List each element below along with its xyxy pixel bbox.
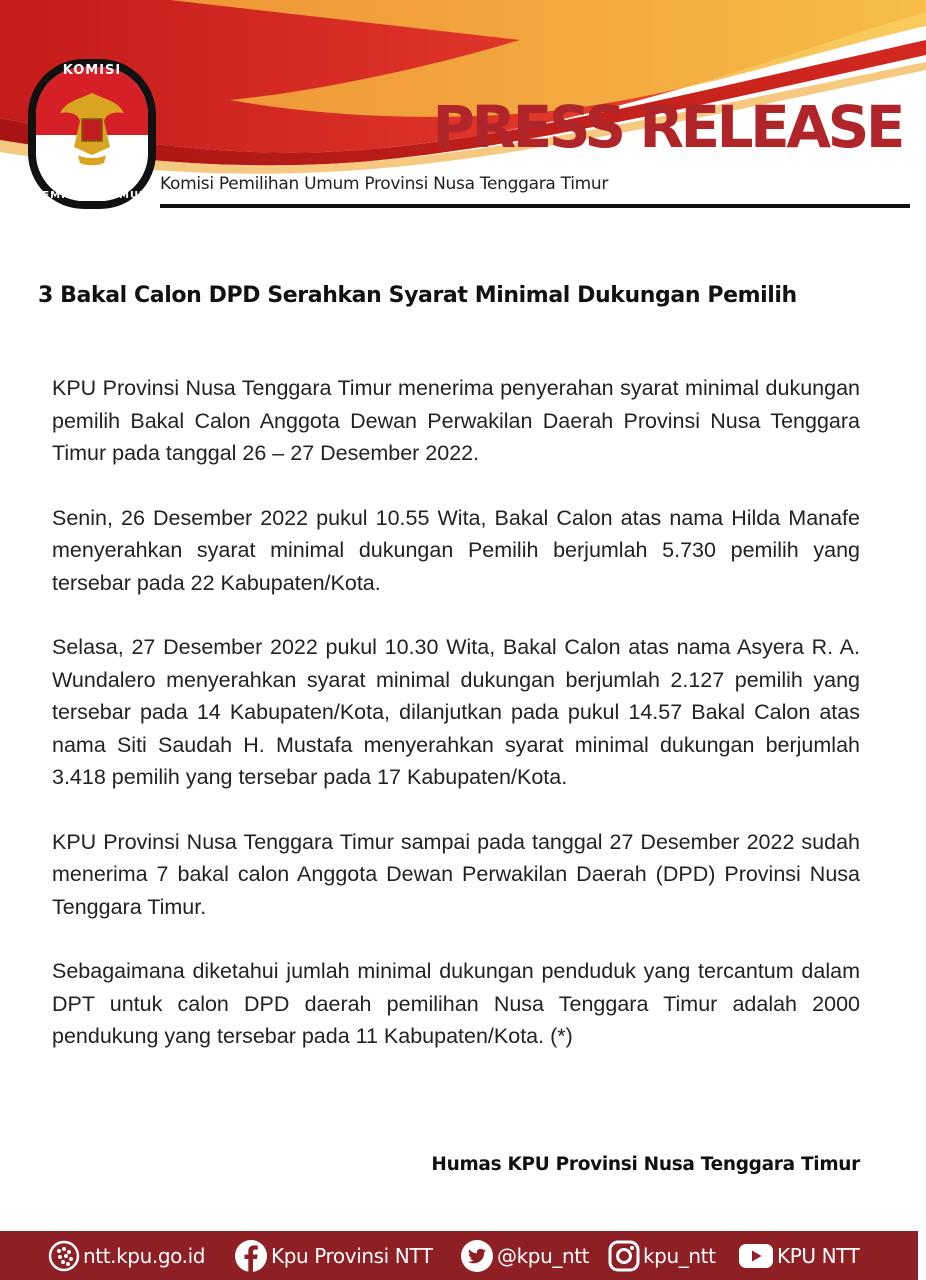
- footer-website-link[interactable]: [48, 1239, 205, 1273]
- paragraph: Selasa, 27 Desember 2022 pukul 10.30 Wita, Bakal Calon atas nama Asyera R. A. Wundalero menyerahkan syarat minimal dukungan berjumlah 2.127 pemilih yang tersebar pada 14 Kabupaten/Kota, dilanjutkan pada pukul 14.57 Bakal Calon atas nama Siti Saudah H. Mustafa menyerahkan syarat minimal dukungan berjumlah 3.418 pemilih yang tersebar pada 17 Kabupaten/Kota.: [52, 635, 860, 789]
- kpu-logo: [22, 55, 162, 215]
- organization-subtitle: Komisi Pemilihan Umum Provinsi Nusa Tenggara Timur: [160, 174, 609, 194]
- footer-youtube-link[interactable]: [738, 1239, 859, 1273]
- paragraph: KPU Provinsi Nusa Tenggara Timur menerima penyerahan syarat minimal dukungan pemilih Bakal Calon Anggota Dewan Perwakilan Daerah Provinsi Nusa Tenggara Timur pada tanggal 26 – 27 Desember 2022.: [52, 376, 860, 465]
- globe-icon: [48, 1240, 80, 1272]
- twitter-icon: [460, 1239, 494, 1273]
- logo-text-bottom: PEMILIHAN UMUM: [33, 190, 151, 201]
- header-banner: [0, 0, 926, 215]
- signature: Humas KPU Provinsi Nusa Tenggara Timur: [431, 1154, 860, 1175]
- headline: 3 Bakal Calon DPD Serahkan Syarat Minimal Dukungan Pemilih: [38, 283, 797, 308]
- header-divider: [160, 204, 910, 208]
- footer-twitter-link[interactable]: [460, 1239, 589, 1273]
- footer-instagram-link[interactable]: [608, 1239, 716, 1273]
- footer-facebook-link[interactable]: [234, 1239, 433, 1273]
- press-release-title: PRESS RELEASE: [432, 93, 902, 161]
- footer-youtube-text: KPU NTT: [777, 1244, 860, 1268]
- footer-bar: [0, 1231, 926, 1280]
- instagram-icon: [608, 1240, 640, 1272]
- footer-instagram-text: kpu_ntt: [643, 1244, 716, 1268]
- paragraph: KPU Provinsi Nusa Tenggara Timur sampai pada tanggal 27 Desember 2022 sudah menerima 7 bakal calon Anggota Dewan Perwakilan Daerah (DPD) Provinsi Nusa Tenggara Timur.: [52, 829, 860, 919]
- facebook-icon: [234, 1239, 268, 1273]
- footer-twitter-text: @kpu_ntt: [497, 1244, 590, 1268]
- article-body: [52, 372, 860, 1085]
- footer-website-text: ntt.kpu.go.id: [83, 1244, 206, 1268]
- logo-text-top: KOMISI: [62, 63, 122, 78]
- footer-facebook-text: Kpu Provinsi NTT: [271, 1244, 433, 1268]
- youtube-icon: [738, 1242, 774, 1270]
- paragraph: Senin, 26 Desember 2022 pukul 10.55 Wita, Bakal Calon atas nama Hilda Manafe menyerahkan syarat minimal dukungan Pemilih berjumlah 5.730 pemilih yang tersebar pada 22 Kabupaten/Kota.: [52, 505, 860, 595]
- paragraph: Sebagaimana diketahui jumlah minimal dukungan penduduk yang tercantum dalam DPT untuk calon DPD daerah pemilihan Nusa Tenggara Timur adalah 2000 pendukung yang tersebar pada 11 Kabupaten/Kota. (*): [52, 959, 860, 1048]
